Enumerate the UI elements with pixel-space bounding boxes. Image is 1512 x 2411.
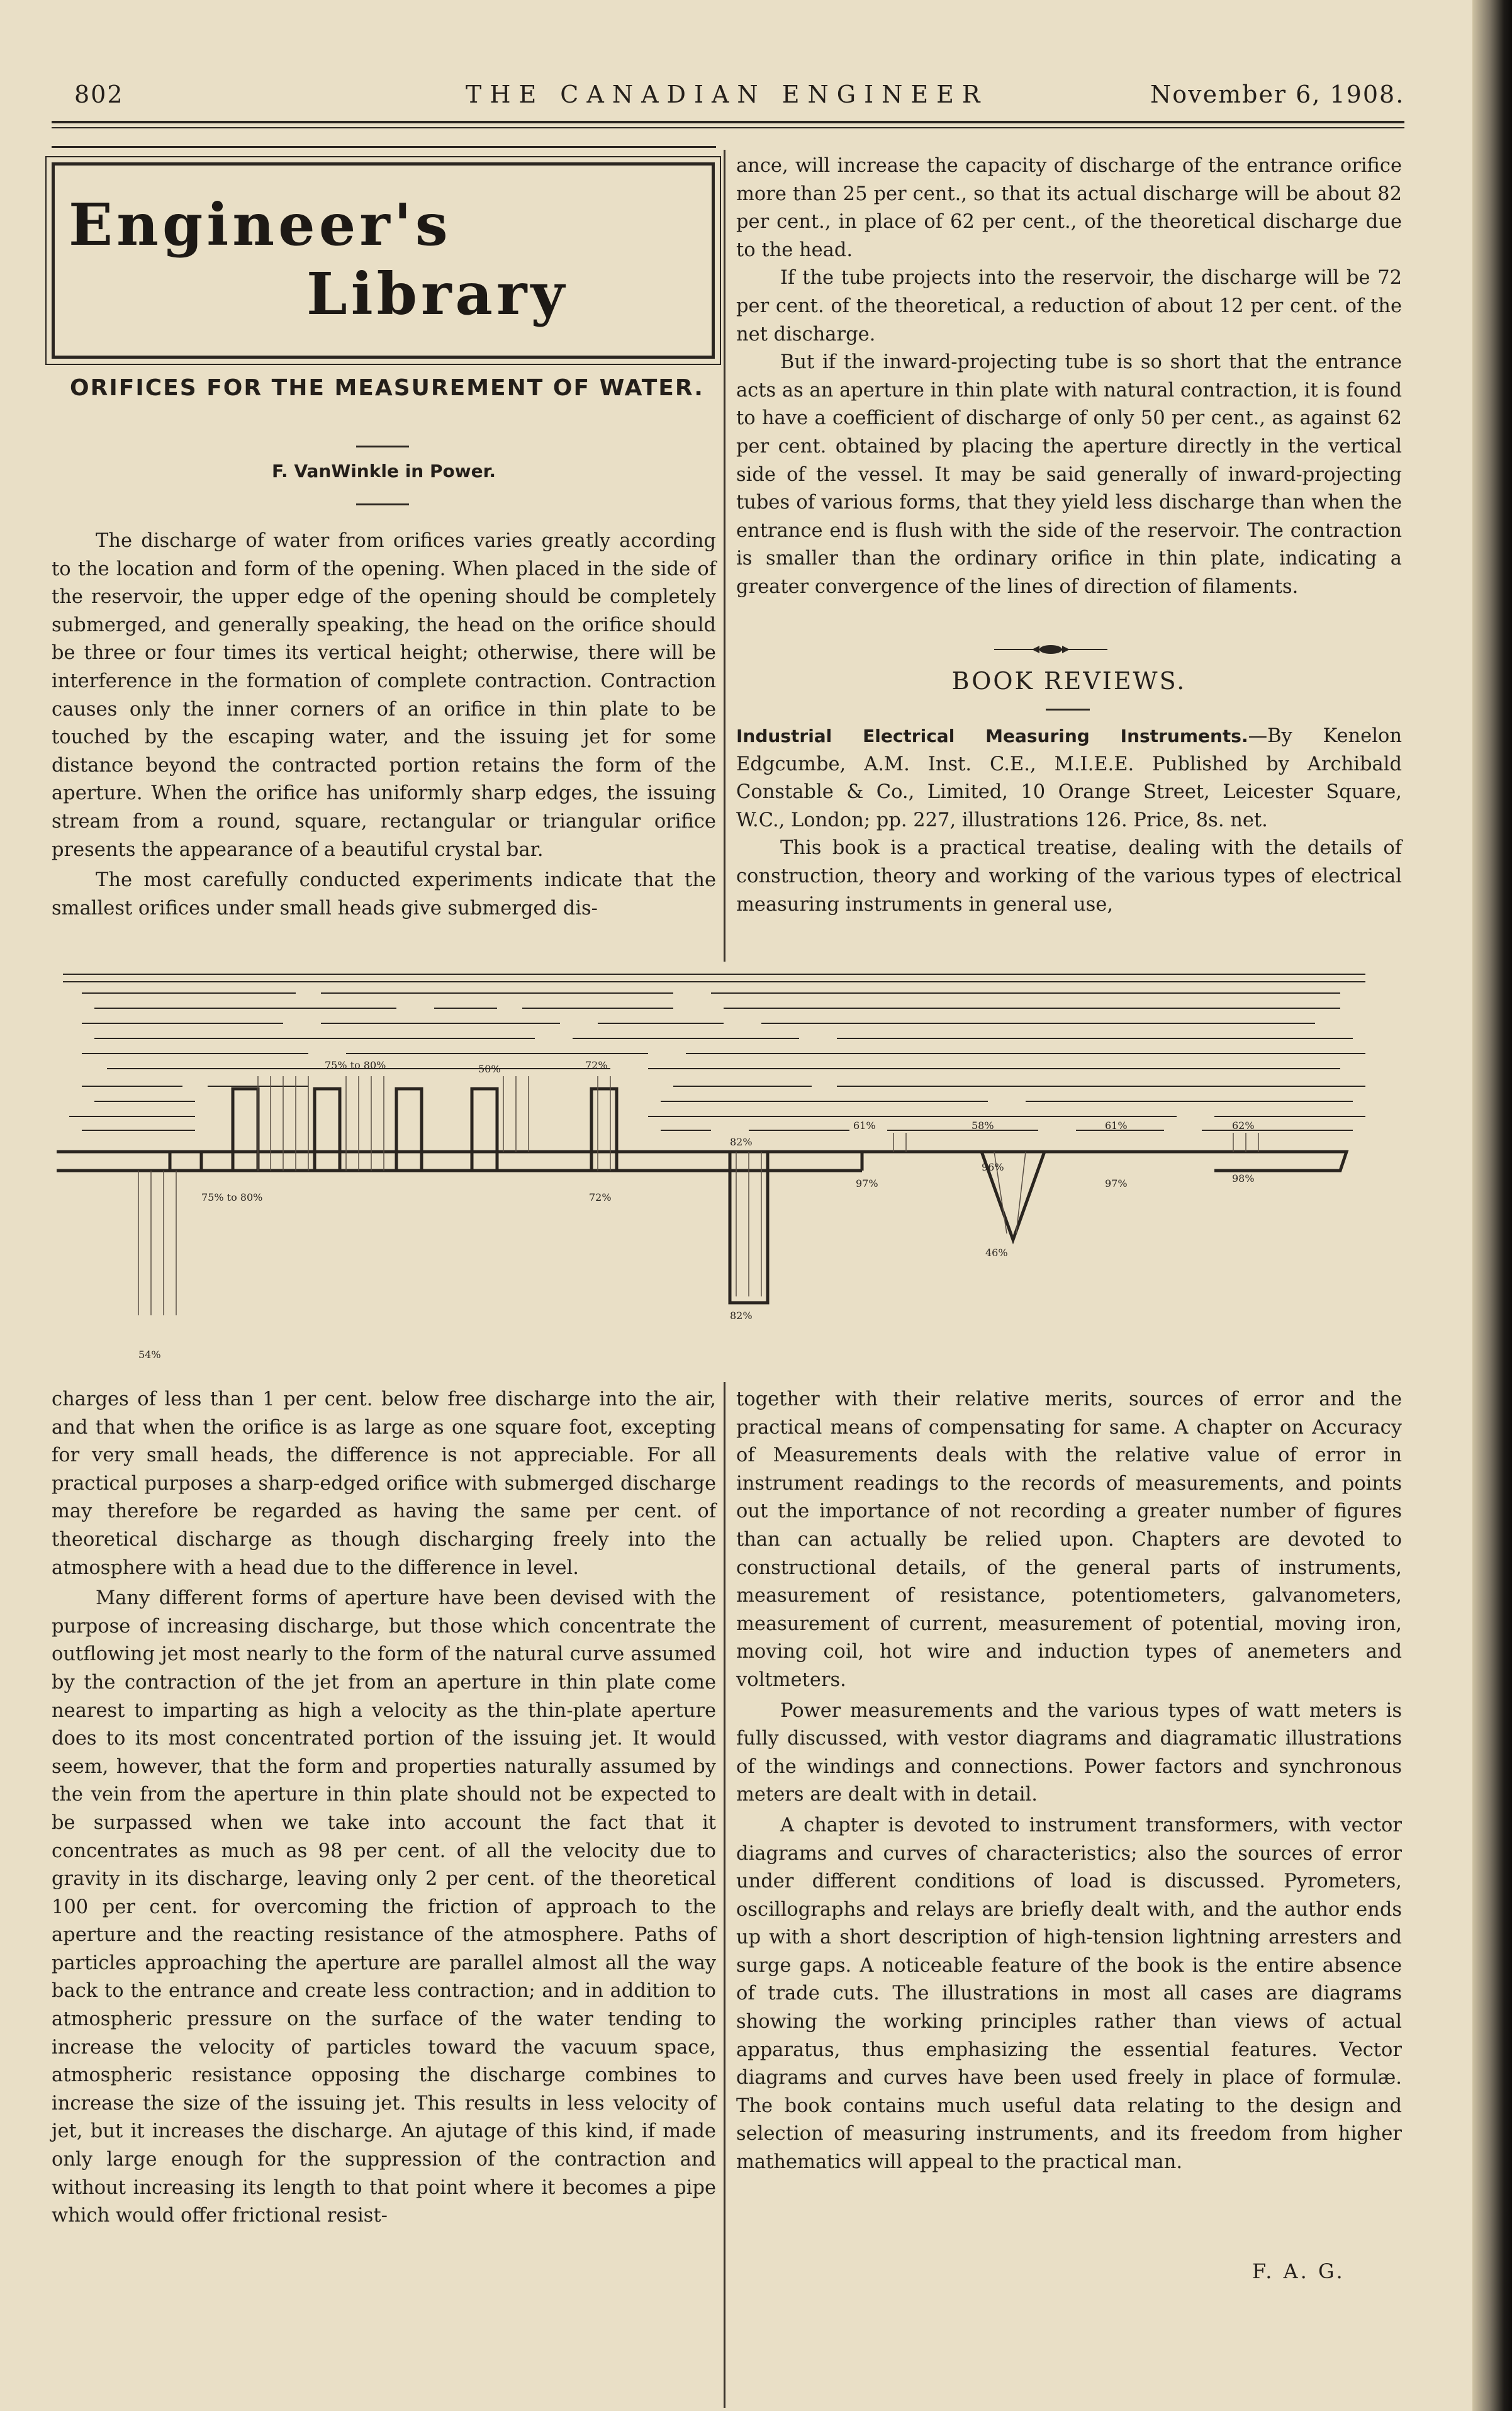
header-rule-thin <box>52 127 1404 128</box>
column-divider-top <box>724 150 725 962</box>
fig-label: 54% <box>138 1349 161 1361</box>
paragraph: charges of less than 1 per cent. below free discharge into the air, and that when the orifice is as large as one square foot, excepting for very small heads, the difference is not appreciable. For all practical purposes a sharp-edged orifice with submerged discharge may therefore be regarded as having the same per cent. of theoretical discharge as though discharging freely into the atmosphere with a head due to the difference in level. <box>52 1388 716 1579</box>
fig-label: 62% <box>1232 1120 1255 1132</box>
paragraph: The most carefully conducted experiments indicate that the smallest orifices under small heads give submerged dis- <box>52 869 716 919</box>
book-citation <box>736 722 1402 835</box>
fig-label: 72% <box>589 1191 612 1203</box>
column-divider-bottom <box>724 1382 725 2408</box>
book-spine-shadow <box>1472 0 1512 2411</box>
section-ornament <box>994 642 1107 657</box>
paragraph: A chapter is devoted to instrument transformers, with vector diagrams and curves of characteristics; also the sources of error under different conditions of load is discussed. Pyrometers, oscillographs and relays are briefly dealt with, and the author ends up with a short description of high-tension lightning arresters and surge gaps. A noticeable feature of the book is the entire absence of trade cuts. The illustrations in most all cases are diagrams showing the working principles rather than views of actual apparatus, thus emphasizing the essential features. Vector diagrams and curves have been used freely in place of formulæ. The book contains much useful data relating to the design and selection of measuring instruments, and its freedom from higher mathematics will appeal to the practical man. <box>736 1814 1402 2174</box>
fig-label: 75% to 80% <box>325 1059 386 1071</box>
paragraph: If the tube projects into the reservoir, the discharge will be 72 per cent. of the theoretical, a reduction of about 12 per cent. of the net discharge. <box>736 267 1402 346</box>
book-title: Industrial Electrical Measuring Instruments. <box>736 726 1248 746</box>
book-review-top <box>736 722 1402 919</box>
fig-label: 46% <box>985 1247 1008 1259</box>
issue-date: November 6, 1908. <box>1150 81 1405 108</box>
article-author: F. VanWinkle in Power. <box>271 461 496 481</box>
fig-label: 58% <box>972 1120 994 1132</box>
library-box-line1: Engineer's <box>69 191 452 259</box>
fig-label: 75% to 80% <box>201 1191 263 1203</box>
book-citation-text: —By Kenelon Edgcumbe, A.M. Inst. C.E., M.I.E.E. Published by Archibald Constable & Co., Limited, 10 Orange Street, Leicester Square, W.C., London; pp. 227, illustrations 126. Price, 8s. net. <box>736 725 1402 831</box>
fig-label: 96% <box>982 1161 1004 1173</box>
paragraph: Many different forms of aperture have been devised with the purpose of increasing discharge, but those which concentrate the outflowing jet most nearly to the form of the natural curve assumed by the contraction of the jet from an aperture in thin plate come nearest to imparting as high a velocity as the thin-plate aperture does to its most concentrated portion of the issuing jet. It would seem, however, that the form and properties naturally assumed by the vein from the aperture in thin plate should not be expected to be surpassed when we take into account the fact that it concentrates as much as 98 per cent. of all the velocity due to gravity in its discharge, leaving only 2 per cent. of the theoretical 100 per cent. for overcoming the friction of approach to the aperture and the reacting resistance of the atmosphere. Paths of particles approaching the aperture are parallel almost all the way back to the entrance and create less contraction; and in addition to atmospheric pressure on the surface of the water tending to increase the velocity of particles toward the vacuum space, atmospheric resistance opposing the discharge combines to increase the size of the issuing jet. This results in less velocity of jet, but it increases the discharge. An ajutage of this kind, if made only large enough for the suppression of the contraction and without increasing its length to that point where it becomes a pipe which would offer frictional resist- <box>52 1587 716 2227</box>
engineers-library-box <box>52 162 715 359</box>
fig-label: 50% <box>478 1063 501 1075</box>
paragraph: together with their relative merits, sources of error and the practical means of compensating for same. A chapter on Accuracy of Measurements deals with the relative value of error in instrument readings to the records of measurements, and points out the importance of not recording a greater number of figures than can actually be relied upon. Chapters are devoted to constructional details, of the general parts of instruments, measurement of resistance, potentiometers, galvanometers, measurement of current, measurement of potential, moving iron, moving coil, hot wire and induction types of anemeters and voltmeters. <box>736 1388 1402 1691</box>
author-dash <box>356 503 409 505</box>
article-column-2-top <box>736 152 1402 602</box>
page-number: 802 <box>74 81 124 108</box>
paragraph: ance, will increase the capacity of discharge of the entrance orifice more than 25 per cent., so that its actual discharge will be about 82 per cent., in place of 62 per cent., of the theoretical discharge due to the head. <box>736 155 1402 261</box>
article-column-1-top <box>52 527 716 923</box>
header-rule <box>52 121 1404 123</box>
fig-label: 72% <box>585 1059 608 1071</box>
fig-label: 98% <box>1232 1172 1255 1184</box>
paragraph: Power measurements and the various types of watt meters is fully discussed, with vestor diagrams and diagramatic illustrations of the windings and connections. Power factors and synchronous meters are dealt with in detail. <box>736 1699 1402 1806</box>
orifices-figure <box>44 963 1422 1378</box>
fig-label: 97% <box>856 1177 878 1189</box>
article-column-1-bottom <box>52 1386 716 2230</box>
fig-label: 61% <box>1105 1120 1128 1132</box>
reviews-dash <box>1046 709 1090 711</box>
book-review-column-bottom <box>736 1386 1402 2177</box>
paragraph: The discharge of water from orifices varies greatly according to the location and form of the opening. When placed in the side of the reservoir, the upper edge of the opening should be completely submerged, and generally speaking, the head on the orifice should be three or four times its vertical height; otherwise, there will be interference in the formation of complete contraction. Contraction causes only the inner corners of an orifice in thin plate to be touched by the escaping water, and the issuing jet for some distance beyond the contracted portion retains the form of the aperture. When the orifice has uniformly sharp edges, the issuing stream from a round, square, rectangular or triangular orifice presents the appearance of a beautiful crystal bar. <box>52 530 716 861</box>
book-reviews-title: BOOK REVIEWS. <box>951 667 1187 695</box>
review-signature: F. A. G. <box>1252 2259 1345 2283</box>
article-title: ORIFICES FOR THE MEASUREMENT OF WATER. <box>70 375 704 401</box>
fig-label: 97% <box>1105 1177 1128 1189</box>
jet-streaks <box>138 1076 1258 1315</box>
journal-title: THE CANADIAN ENGINEER <box>466 81 988 108</box>
fig-label: 82% <box>730 1310 753 1322</box>
paragraph: This book is a practical treatise, dealing with the details of construction, theory and working of the various types of electrical measuring instruments in general use, <box>736 837 1402 916</box>
fig-label: 61% <box>853 1120 876 1132</box>
title-dash <box>356 446 409 447</box>
header-rule-column <box>52 146 716 148</box>
library-box-line2: Library <box>306 260 568 328</box>
paragraph: But if the inward-projecting tube is so short that the entrance acts as an aperture in thin plate with natural contraction, it is found to have a coefficient of discharge of only 50 per cent., as against 62 per cent. obtained by placing the aperture directly in the vertical side of the vessel. It may be said generally of inward-projecting tubes of various forms, that they yield less discharge than when the entrance end is flush with the side of the reservoir. The contraction is smaller than the ordinary orifice in thin plate, indicating a greater convergence of the lines of direction of filaments. <box>736 351 1402 598</box>
fig-label: 82% <box>730 1136 753 1148</box>
